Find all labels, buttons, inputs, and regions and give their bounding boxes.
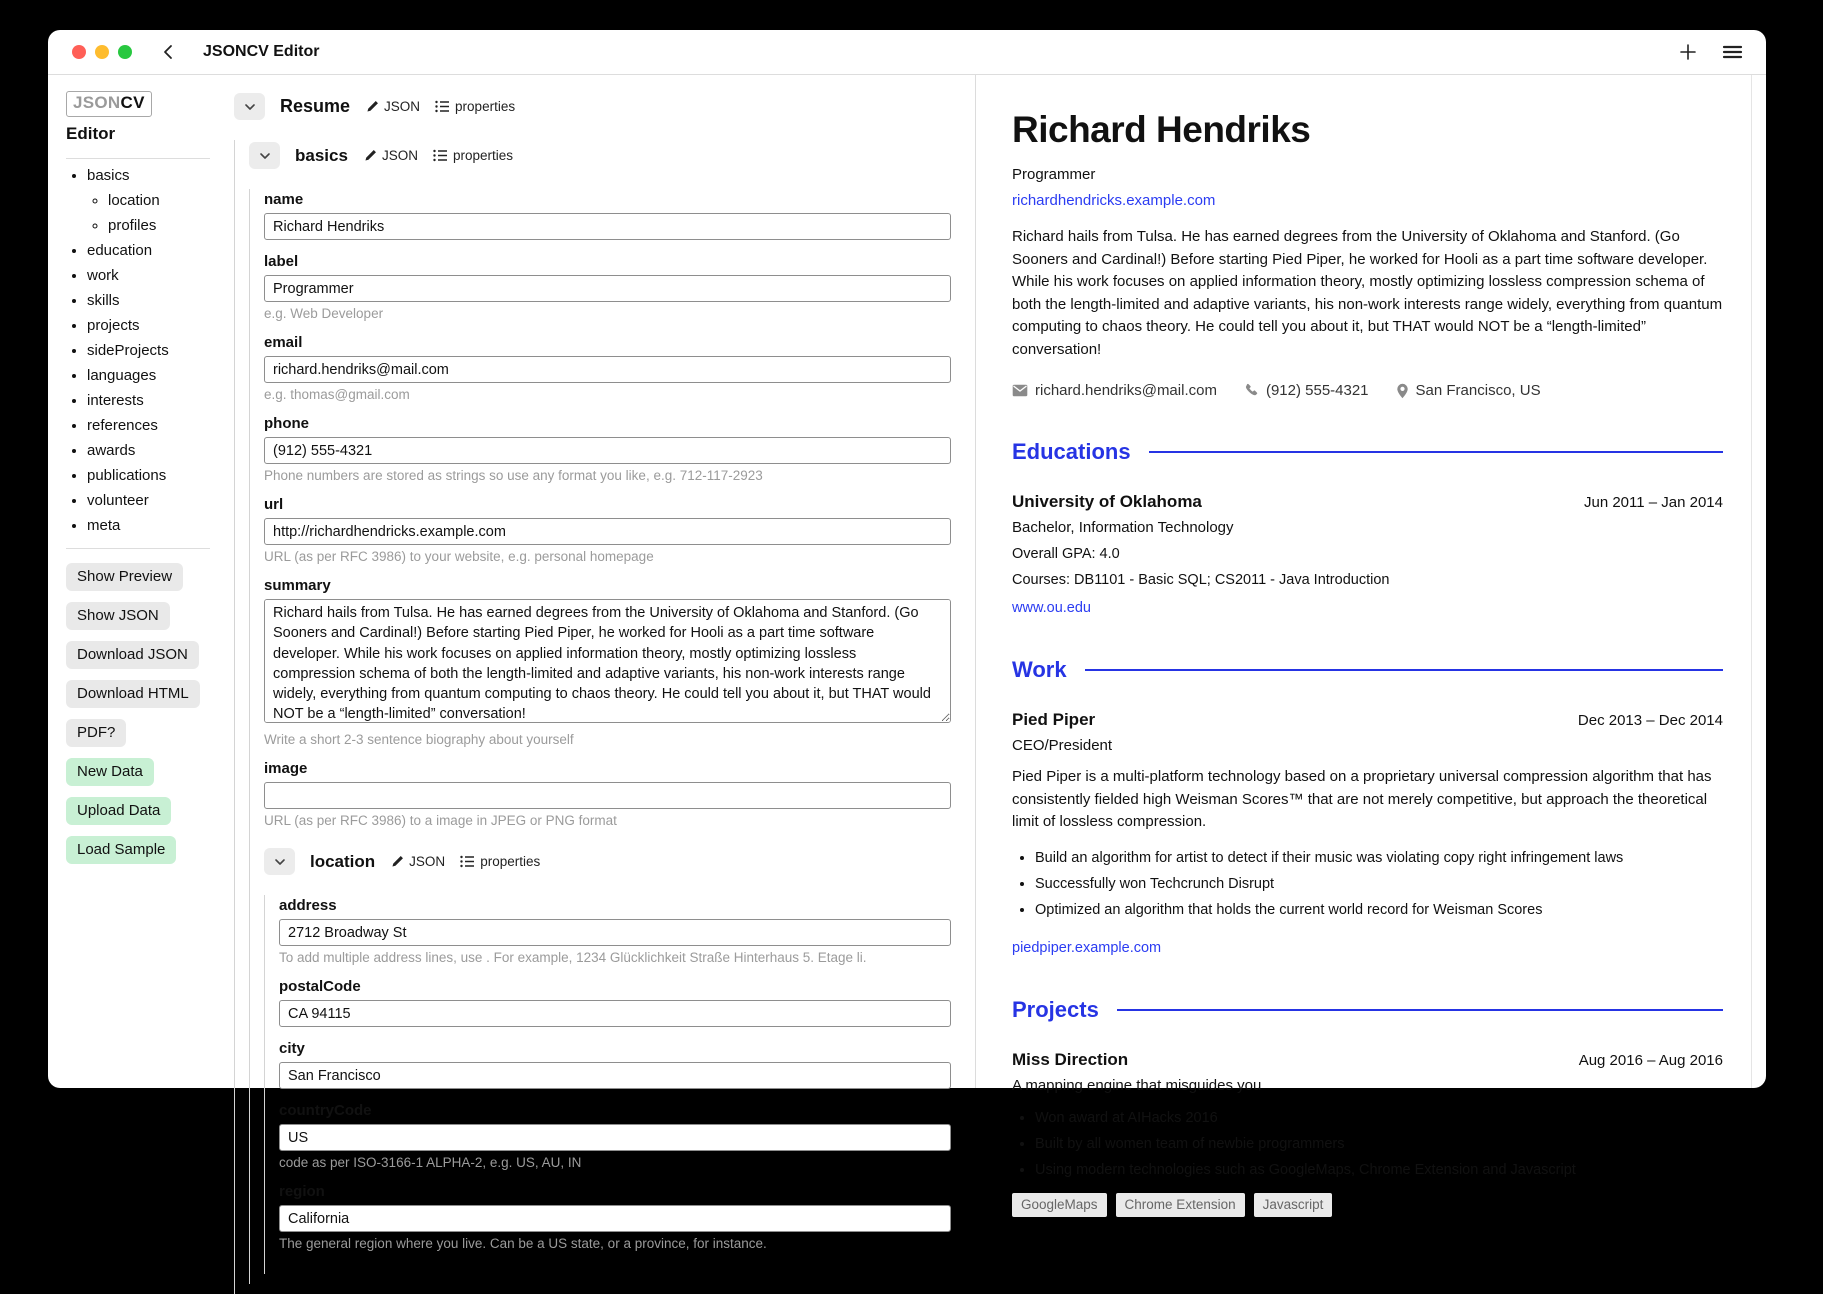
- entry-bullets: [1012, 850, 1723, 918]
- field-hint: Write a short 2-3 sentence biography about yourself: [264, 732, 574, 747]
- sidebar-button-row: [66, 719, 224, 747]
- entry-detail-line: Courses: DB1101 - Basic SQL; CS2011 - Java Introduction: [1012, 572, 1390, 588]
- properties-label: properties: [455, 99, 516, 114]
- entry-bullet: • Successfully won Techcrunch Disrupt: [1035, 876, 1723, 892]
- sidebar-button-row: [66, 836, 224, 864]
- entry-date: Aug 2016 – Aug 2016: [1578, 1051, 1723, 1069]
- field-label: summary: [264, 577, 331, 594]
- sidebar-divider: [66, 548, 210, 549]
- preview-pane: [976, 75, 1752, 1212]
- sidebar-nav-item[interactable]: [87, 317, 224, 334]
- field-input[interactable]: [279, 1124, 951, 1151]
- envelope-icon: [1012, 384, 1028, 397]
- sidebar-nav-item[interactable]: [87, 442, 224, 459]
- entry-bullet: • Using modern technologies such as GoogleMaps, Chrome Extension and Javascript: [1035, 1162, 1723, 1178]
- node-title: basics: [295, 145, 348, 165]
- collapse-chevron-icon[interactable]: [234, 93, 265, 120]
- sidebar-nav-label: publications: [87, 467, 167, 484]
- entry-bullet: • Optimized an algorithm that holds the current world record for Weisman Scores: [1035, 902, 1723, 918]
- entry-date: Dec 2013 – Dec 2014: [1577, 712, 1723, 729]
- sidebar-button[interactable]: Download JSON: [66, 641, 199, 669]
- basics-fields: [264, 191, 951, 828]
- node-resume: [234, 93, 951, 1294]
- sidebar-button[interactable]: Show Preview: [66, 563, 183, 591]
- minimize-window-button[interactable]: [95, 45, 109, 59]
- field-input[interactable]: [279, 1062, 951, 1089]
- section-title: Work: [1012, 657, 1067, 682]
- sidebar-button-row: [66, 641, 224, 669]
- contact-email: [1012, 382, 1217, 399]
- node-location: [264, 848, 951, 1274]
- editor-field: [264, 253, 951, 321]
- sidebar-nav-label: volunteer: [87, 492, 149, 509]
- entry-bullets: [1012, 1110, 1723, 1178]
- sidebar-nav-item[interactable]: [87, 492, 224, 509]
- sidebar-nav-item[interactable]: [87, 517, 224, 534]
- preview-entry: [1012, 492, 1723, 617]
- sidebar-nav-item[interactable]: [87, 467, 224, 484]
- editor-pane: [224, 75, 976, 1251]
- list-icon: [460, 855, 475, 868]
- editor-field: [264, 334, 951, 402]
- field-hint: The general region where you live. Can be a US state, or a province, for instance.: [279, 1236, 767, 1251]
- logo-part-json: JSON: [73, 93, 121, 112]
- section-entries: [1012, 710, 1723, 957]
- location-fields: [264, 895, 951, 1274]
- edit-json-action[interactable]: [390, 854, 445, 869]
- field-hint: e.g. Web Developer: [264, 306, 384, 321]
- field-label: image: [264, 760, 308, 777]
- editor-field: [279, 1183, 951, 1251]
- preview-section: [1012, 657, 1723, 957]
- list-icon: [433, 149, 448, 162]
- sidebar-nav-sublabel: profiles: [108, 217, 157, 234]
- back-icon[interactable]: [161, 44, 177, 60]
- section-header: [1012, 997, 1723, 1023]
- node-title: location: [310, 851, 376, 871]
- sidebar-nav-subitem[interactable]: [108, 217, 224, 234]
- field-label: countryCode: [279, 1102, 372, 1119]
- preview-section: [1012, 439, 1723, 617]
- entry-subtitle: CEO/President: [1012, 737, 1113, 754]
- field-input[interactable]: [264, 275, 951, 302]
- field-hint: To add multiple address lines, use . For example, 1234 Glücklichkeit Straße Hinterhaus 5. Etage li.: [279, 950, 867, 965]
- preview-entry: [1012, 1050, 1723, 1217]
- entry-tag: Chrome Extension: [1116, 1193, 1245, 1217]
- app-window: [48, 30, 1766, 1251]
- sidebar-button-row: [66, 758, 224, 786]
- entry-title: Pied Piper: [1012, 710, 1096, 729]
- preview-job-label: Programmer: [1012, 166, 1096, 183]
- node-basics: [249, 142, 951, 1284]
- editor-field: [264, 496, 951, 564]
- entry-link[interactable]: www.ou.edu: [1012, 600, 1091, 616]
- entry-title: University of Oklahoma: [1012, 492, 1202, 511]
- field-label: address: [279, 897, 337, 914]
- sidebar-nav-item[interactable]: [87, 392, 224, 409]
- pencil-icon: [390, 855, 404, 869]
- map-pin-icon: [1396, 383, 1409, 399]
- section-header: [1012, 439, 1723, 465]
- sidebar-nav-label: awards: [87, 442, 136, 459]
- sidebar-nav-label: work: [87, 267, 119, 284]
- editor-field: [264, 760, 951, 828]
- basics-children: [249, 189, 951, 1284]
- field-input[interactable]: [264, 437, 951, 464]
- title-bar: [48, 30, 1766, 75]
- entry-bullet: • Built by all women team of newbie programmers: [1035, 1136, 1723, 1152]
- entry-tag: GoogleMaps: [1012, 1193, 1107, 1217]
- editor-field: [264, 191, 951, 240]
- window-title: JSONCV Editor: [203, 43, 320, 60]
- section-title: Projects: [1012, 996, 1099, 1022]
- sidebar-nav-item[interactable]: [87, 417, 224, 434]
- properties-label: properties: [480, 854, 541, 869]
- section-entries: [1012, 1050, 1723, 1217]
- editor-field: [264, 577, 951, 747]
- field-hint: URL (as per RFC 3986) to your website, e.g. personal homepage: [264, 549, 654, 564]
- preview-contact-row: [1012, 382, 1723, 399]
- sidebar-button[interactable]: Load Sample: [66, 836, 176, 864]
- section-rule: [1149, 451, 1723, 453]
- collapse-chevron-icon[interactable]: [264, 848, 295, 875]
- properties-action[interactable]: [460, 854, 540, 869]
- sidebar-nav-label: skills: [87, 292, 120, 309]
- sidebar-nav-label: sideProjects: [87, 342, 169, 359]
- sidebar-nav-item[interactable]: [87, 267, 224, 284]
- sidebar-nav-item[interactable]: [87, 342, 224, 359]
- edit-json-label: JSON: [409, 854, 446, 869]
- editor-field: [279, 1102, 951, 1170]
- field-input[interactable]: [264, 518, 951, 545]
- field-label: label: [264, 253, 299, 270]
- sidebar-nav-label: projects: [87, 317, 140, 334]
- preview-website-link[interactable]: richardhendricks.example.com: [1012, 192, 1216, 209]
- sidebar-nav-item[interactable]: [87, 242, 224, 259]
- entry-date: Jun 2011 – Jan 2014: [1583, 494, 1723, 511]
- field-textarea[interactable]: [264, 599, 951, 723]
- preview-sections: [1012, 439, 1723, 1217]
- field-input[interactable]: [264, 782, 951, 809]
- field-input[interactable]: [279, 1000, 951, 1027]
- sidebar-button-row: [66, 797, 224, 825]
- entry-tags: [1012, 1193, 1723, 1217]
- sidebar-divider: [66, 158, 210, 159]
- entry-subtitle: A mapping engine that misguides you: [1012, 1076, 1262, 1094]
- edit-json-label: JSON: [381, 148, 418, 163]
- logo-subtitle: Editor: [66, 124, 116, 143]
- sidebar-button-row: [66, 602, 224, 630]
- editor-field: [279, 978, 951, 1027]
- node-title: Resume: [280, 96, 351, 116]
- contact-email-text: richard.hendriks@mail.com: [1035, 382, 1217, 399]
- pencil-icon: [365, 100, 379, 114]
- edit-json-label: JSON: [384, 99, 421, 114]
- node-basics-header: [249, 142, 951, 169]
- entry-link[interactable]: piedpiper.example.com: [1012, 939, 1162, 956]
- sidebar-nav-label: interests: [87, 392, 144, 409]
- field-input[interactable]: [279, 1205, 951, 1232]
- field-input[interactable]: [264, 213, 951, 240]
- sidebar-nav-label: education: [87, 242, 153, 259]
- entry-bullet: • Won award at AIHacks 2016: [1035, 1110, 1723, 1126]
- field-label: region: [279, 1183, 325, 1200]
- sidebar-nav-item[interactable]: [87, 167, 224, 234]
- sidebar-button[interactable]: New Data: [66, 758, 154, 786]
- field-label: email: [264, 334, 303, 351]
- field-hint: Phone numbers are stored as strings so use any format you like, e.g. 712-117-2923: [264, 468, 763, 483]
- sidebar-nav-label: references: [87, 417, 158, 434]
- sidebar-nav-label: meta: [87, 517, 121, 534]
- section-rule: [1085, 669, 1723, 671]
- new-tab-icon[interactable]: [1679, 43, 1697, 61]
- sidebar-button[interactable]: Upload Data: [66, 797, 171, 825]
- entry-tag: Javascript: [1254, 1193, 1333, 1217]
- entry-header: [1012, 492, 1723, 519]
- field-hint: e.g. thomas@gmail.com: [264, 387, 410, 402]
- sidebar-button[interactable]: Download HTML: [66, 680, 200, 708]
- edit-json-action[interactable]: [363, 148, 418, 163]
- field-label: city: [279, 1040, 305, 1057]
- properties-action[interactable]: [435, 99, 515, 114]
- phone-icon: [1244, 383, 1259, 398]
- sidebar-nav: [66, 167, 224, 534]
- field-input[interactable]: [279, 919, 951, 946]
- sidebar-nav-item[interactable]: [87, 292, 224, 309]
- field-input[interactable]: [264, 356, 951, 383]
- entry-header: [1012, 1050, 1723, 1077]
- entry-detail-line: Overall GPA: 4.0: [1012, 546, 1120, 562]
- field-label: url: [264, 496, 284, 513]
- sidebar: [48, 75, 224, 1088]
- resume-children: [234, 140, 951, 1294]
- editor-field: [279, 897, 951, 965]
- sidebar-button-row: [66, 563, 224, 591]
- list-icon: [435, 100, 450, 113]
- sidebar-button[interactable]: Show JSON: [66, 602, 170, 630]
- field-label: phone: [264, 415, 309, 432]
- entry-subtitle: Bachelor, Information Technology: [1012, 519, 1234, 536]
- entry-title: Miss Direction: [1012, 1049, 1129, 1069]
- sidebar-nav-sublabel: location: [108, 192, 160, 209]
- node-location-header: [264, 848, 951, 875]
- sidebar-nav-label: basics: [87, 167, 130, 184]
- zoom-window-button[interactable]: [118, 45, 132, 59]
- field-hint: URL (as per RFC 3986) to a image in JPEG or PNG format: [264, 813, 617, 828]
- sidebar-nav-subitem[interactable]: [108, 192, 224, 209]
- pencil-icon: [363, 149, 377, 163]
- entry-description: Pied Piper is a multi-platform technology based on a proprietary universal compression algorithm that has consistently fielded high Weisman Scores™ that are not merely competitive, but approach the theoretical limit of lossless compression.: [1012, 768, 1712, 830]
- sidebar-actions-green: [66, 758, 224, 864]
- jsoncv-logo: [66, 91, 152, 117]
- sidebar-nav-sublist: [87, 192, 224, 234]
- sidebar-nav-item[interactable]: [87, 367, 224, 384]
- close-window-button[interactable]: [72, 45, 86, 59]
- properties-label: properties: [452, 148, 513, 163]
- sidebar-button-row: [66, 680, 224, 708]
- section-title: Educations: [1012, 439, 1131, 464]
- sidebar-nav-label: languages: [87, 367, 157, 384]
- contact-phone-text: (912) 555-4321: [1265, 382, 1369, 399]
- collapse-chevron-icon[interactable]: [249, 142, 280, 169]
- preview-entry: [1012, 710, 1723, 957]
- contact-location: [1396, 382, 1541, 399]
- entry-bullet: • Build an algorithm for artist to detect if their music was violating copy right infringement laws: [1035, 850, 1723, 866]
- edit-json-action[interactable]: [365, 99, 420, 114]
- editor-field: [279, 1040, 951, 1089]
- field-label: name: [264, 191, 304, 208]
- preview-name: Richard Hendriks: [1012, 109, 1311, 150]
- entry-header: [1012, 710, 1723, 737]
- preview-summary: Richard hails from Tulsa. He has earned degrees from the University of Oklahoma and Stanford. (Go Sooners and Cardinal!) Before starting Pied Piper, he worked for Hooli as a part time software developer. While his work focuses on applied information theory, mostly optimizing lossless compression schema of both the length-limited and adaptive variants, his non-work interests range widely, everything from quantum computing to chaos theory. He could tell you about it, but THAT would NOT be a “length-limited” conversation!: [1012, 228, 1723, 358]
- preview-section: [1012, 997, 1723, 1217]
- field-hint: code as per ISO-3166-1 ALPHA-2, e.g. US, AU, IN: [279, 1155, 582, 1170]
- contact-location-text: San Francisco, US: [1415, 382, 1541, 399]
- section-entries: [1012, 492, 1723, 617]
- editor-field: [264, 415, 951, 483]
- logo-part-cv: CV: [120, 93, 145, 112]
- field-label: postalCode: [279, 978, 361, 995]
- properties-action[interactable]: [433, 148, 513, 163]
- entry-detail-lines: [1012, 546, 1723, 588]
- contact-phone: [1244, 382, 1369, 399]
- hamburger-menu-icon[interactable]: [1723, 44, 1742, 60]
- section-rule: [1117, 1009, 1723, 1011]
- sidebar-actions-gray: [66, 563, 224, 747]
- section-header: [1012, 657, 1723, 683]
- node-resume-header: [234, 93, 951, 120]
- sidebar-button[interactable]: PDF?: [66, 719, 126, 747]
